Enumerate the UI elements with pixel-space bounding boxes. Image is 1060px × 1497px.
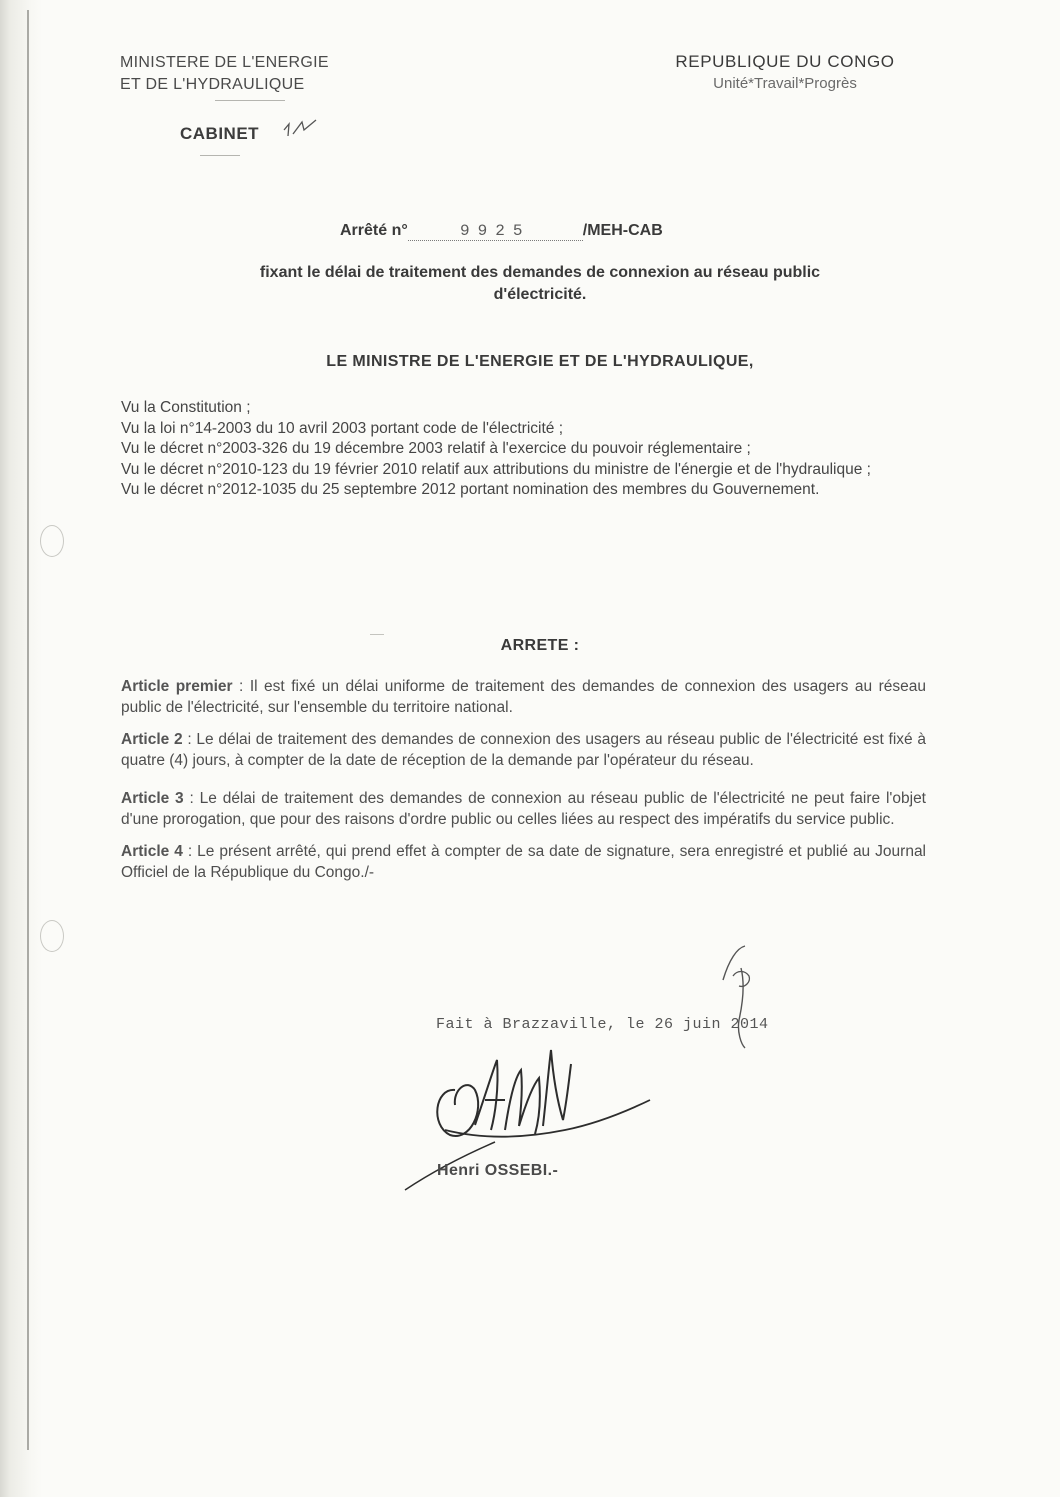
decree-subject bbox=[140, 262, 940, 306]
punch-hole-mark bbox=[40, 920, 64, 952]
visa-item: Vu le décret n°2010-123 du 19 février 2010 relatif aux attributions du ministre de l'énergie et de l'hydraulique ; bbox=[121, 460, 871, 478]
scan-shadow-edge bbox=[0, 0, 42, 1497]
republic-header bbox=[640, 52, 930, 92]
subject-line-1: fixant le délai de traitement des demandes de connexion au réseau public bbox=[259, 264, 821, 281]
visa-item: Vu la Constitution ; bbox=[121, 399, 251, 416]
article-label: Article 2 bbox=[121, 731, 183, 748]
article-text: : Il est fixé un délai uniforme de traitement des demandes de connexion des usagers au réseau public de l'électricité, sur l'ensemble du territoire national. bbox=[121, 678, 926, 716]
articles-section bbox=[121, 676, 926, 894]
decree-number: 9925 bbox=[408, 222, 583, 241]
article-text: : Le délai de traitement des demandes de connexion au réseau public de l'électricité ne peut faire l'objet d'une prorogation, que pour des raisons d'ordre public ou celles liées au respect des impératifs du service public. bbox=[121, 790, 926, 828]
article-paragraph bbox=[121, 729, 926, 771]
article-paragraph bbox=[121, 788, 926, 830]
handwritten-initial-mark bbox=[280, 116, 320, 146]
subject-line-2: d'électricité. bbox=[493, 286, 587, 303]
cabinet-label: CABINET bbox=[180, 124, 260, 143]
place-and-date: Fait à Brazzaville, le 26 juin 2014 bbox=[436, 1016, 769, 1033]
national-motto: Unité*Travail*Progrès bbox=[713, 75, 857, 92]
ministry-header bbox=[120, 52, 329, 101]
cabinet-underline bbox=[200, 155, 240, 156]
scan-edge-line bbox=[27, 10, 29, 1450]
article-text: : Le présent arrêté, qui prend effet à compter de sa date de signature, sera enregistré et publié au Journal Officiel de la République du Congo./- bbox=[121, 843, 927, 881]
article-label: Article 4 bbox=[121, 843, 183, 860]
scan-speck bbox=[370, 634, 384, 635]
republic-name: REPUBLIQUE DU CONGO bbox=[675, 52, 895, 71]
decree-number-prefix: Arrêté n° bbox=[340, 222, 408, 239]
punch-hole-mark bbox=[40, 525, 64, 557]
decree-number-suffix: /MEH-CAB bbox=[582, 222, 663, 239]
arrete-heading: ARRETE : bbox=[500, 637, 580, 654]
ministry-underline bbox=[215, 100, 285, 101]
visa-item: Vu le décret n°2003-326 du 19 décembre 2003 relatif à l'exercice du pouvoir réglementaire ; bbox=[121, 440, 751, 457]
handwritten-tick-mark bbox=[715, 940, 785, 1050]
article-label: Article premier bbox=[121, 678, 233, 695]
visa-item: Vu le décret n°2012-1035 du 25 septembre 2012 portant nomination des membres du Gouvernement. bbox=[121, 481, 820, 498]
ministry-line-1: MINISTERE DE L'ENERGIE bbox=[120, 54, 329, 71]
decree-number-line bbox=[340, 222, 663, 241]
article-paragraph bbox=[121, 676, 926, 718]
visa-item: Vu la loi n°14-2003 du 10 avril 2003 portant code de l'électricité ; bbox=[121, 419, 563, 437]
article-paragraph bbox=[121, 841, 926, 883]
signatory-name: Henri OSSEBI.- bbox=[437, 1162, 559, 1179]
ministry-line-2: ET DE L'HYDRAULIQUE bbox=[120, 76, 305, 93]
visa-list bbox=[121, 398, 918, 501]
article-label: Article 3 bbox=[121, 790, 184, 807]
article-text: : Le délai de traitement des demandes de connexion des usagers au réseau public de l'électricité est fixé à quatre (4) jours, à compter de la date de réception de la demande par l'opérateur du réseau. bbox=[121, 731, 926, 769]
minister-title: LE MINISTRE DE L'ENERGIE ET DE L'HYDRAULIQUE, bbox=[326, 353, 754, 370]
